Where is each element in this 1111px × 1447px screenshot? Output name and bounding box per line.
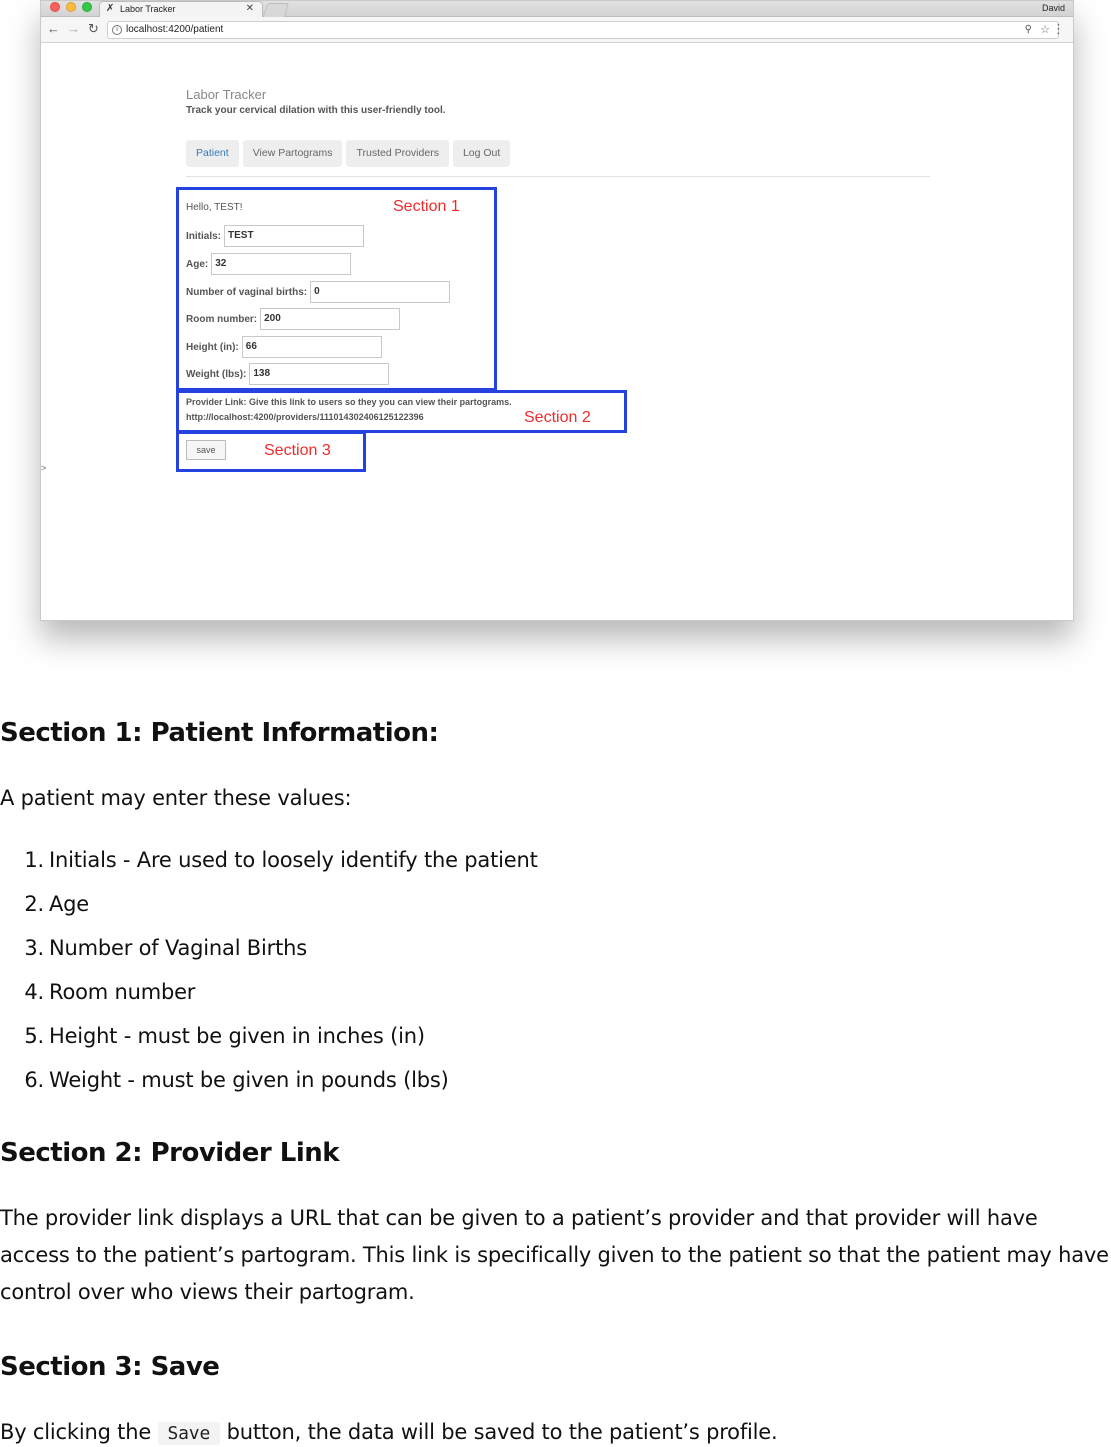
list-item: 2. Age xyxy=(24,892,90,916)
nav-divider xyxy=(186,176,930,177)
window-controls xyxy=(50,2,92,12)
favicon-icon: ✗ xyxy=(106,3,115,14)
bookmark-star-icon[interactable]: ☆ xyxy=(1040,24,1050,36)
minimize-window-icon[interactable] xyxy=(66,2,76,12)
section-3-body xyxy=(0,1414,777,1447)
age-label: Age: xyxy=(186,258,209,270)
save-code-inline: Save xyxy=(158,1422,221,1445)
browser-tab-bar xyxy=(41,1,1073,17)
tab-patient[interactable]: Patient xyxy=(186,140,239,167)
address-bar[interactable] xyxy=(107,21,1059,39)
section-1-box xyxy=(176,187,497,391)
caret-marker: > xyxy=(41,463,47,473)
app-subtitle: Track your cervical dilation with this user-friendly tool. xyxy=(186,105,446,116)
list-item: 4. Room number xyxy=(24,980,196,1004)
address-bar-url: localhost:4200/patient xyxy=(126,24,224,35)
initials-input[interactable]: TEST xyxy=(224,225,364,247)
zoom-icon[interactable]: ⚲ xyxy=(1024,24,1032,35)
list-item: 5. Height - must be given in inches (in) xyxy=(24,1024,425,1048)
height-input[interactable]: 66 xyxy=(242,336,382,358)
section-3-heading: Section 3: Save xyxy=(0,1352,220,1382)
back-arrow-icon[interactable]: ← xyxy=(47,21,60,36)
room-number-input[interactable]: 200 xyxy=(260,308,400,330)
forward-arrow-icon[interactable]: → xyxy=(67,21,80,36)
browser-tab-title: Labor Tracker xyxy=(120,4,176,14)
tab-close-icon[interactable]: ✕ xyxy=(245,3,254,14)
new-tab-button[interactable] xyxy=(263,3,290,17)
list-item: 1. Initials - Are used to loosely identify the patient xyxy=(24,848,538,872)
greeting: Hello, TEST! xyxy=(186,202,243,213)
section-1-label: Section 1 xyxy=(393,198,460,215)
section-2-body: The provider link displays a URL that can be given to a patient’s provider and that provider will have access to the patient’s partogram. This link is specifically given to the patient so that the patient may have control over who views their partogram. xyxy=(0,1206,1109,1304)
vaginal-births-input[interactable]: 0 xyxy=(310,281,450,303)
initials-label: Initials: xyxy=(186,230,222,242)
provider-link-text: Provider Link: Give this link to users so they you can view their partograms. xyxy=(186,397,512,407)
vaginal-births-label: Number of vaginal births: xyxy=(186,286,308,298)
age-input[interactable]: 32 xyxy=(211,253,351,275)
section-2-label: Section 2 xyxy=(524,409,591,426)
weight-label: Weight (lbs): xyxy=(186,368,247,380)
app-screenshot xyxy=(40,0,1074,621)
maximize-window-icon[interactable] xyxy=(82,2,92,12)
list-item: 3. Number of Vaginal Births xyxy=(24,936,307,960)
list-item: 6. Weight - must be given in pounds (lbs) xyxy=(24,1068,449,1092)
reload-icon[interactable]: ↻ xyxy=(88,21,99,36)
browser-menu-icon[interactable]: ⋮ xyxy=(1052,21,1065,36)
section-3-label: Section 3 xyxy=(264,442,331,459)
browser-profile-name[interactable]: David xyxy=(1041,3,1065,13)
browser-toolbar xyxy=(41,17,1073,43)
browser-tab[interactable] xyxy=(99,1,263,17)
save-button[interactable]: save xyxy=(186,440,226,460)
close-window-icon[interactable] xyxy=(50,2,60,12)
app-title: Labor Tracker xyxy=(186,87,267,102)
room-number-label: Room number: xyxy=(186,313,258,325)
app-nav xyxy=(186,140,510,167)
height-label: Height (in): xyxy=(186,341,239,353)
tab-log-out[interactable]: Log Out xyxy=(453,140,510,167)
patient-values-list xyxy=(0,840,538,1104)
tab-view-partograms[interactable]: View Partograms xyxy=(243,140,343,167)
section-3-text-before: By clicking the xyxy=(0,1420,152,1444)
section-3-text-after: button, the data will be saved to the patient’s profile. xyxy=(226,1420,778,1444)
section-1-heading: Section 1: Patient Information: xyxy=(0,718,439,748)
weight-input[interactable]: 138 xyxy=(249,363,389,385)
section-1-intro: A patient may enter these values: xyxy=(0,786,352,810)
provider-link-url[interactable]: http://localhost:4200/providers/111014302406125122396 xyxy=(186,412,424,422)
tab-trusted-providers[interactable]: Trusted Providers xyxy=(346,140,448,167)
info-icon[interactable]: i xyxy=(112,25,122,35)
section-2-heading: Section 2: Provider Link xyxy=(0,1138,340,1168)
